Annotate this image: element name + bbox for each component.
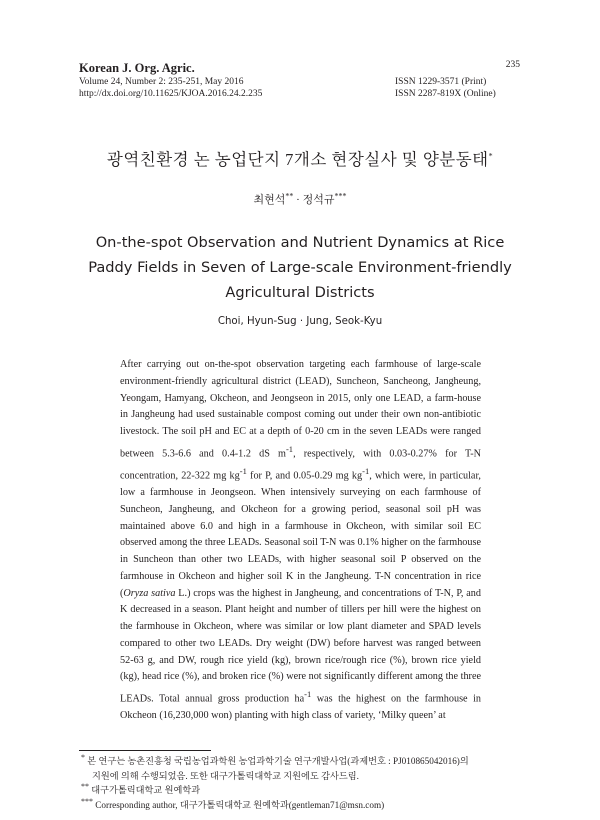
author2-mark: ***	[334, 191, 347, 201]
footnote-text: 본 연구는 농촌진흥청 국립농업과학원 농업과학기술 연구개발사업(과제번호 : PJ010865042016)의	[85, 756, 469, 766]
footnote-text: Corresponding author, 대구가톨릭대학교 원예학과(gentleman71@msn.com)	[93, 799, 385, 810]
footnotes	[81, 754, 521, 812]
english-title-line: On-the-spot Observation and Nutrient Dynamics at Rice	[95, 234, 505, 251]
footnote-corresponding	[81, 798, 521, 813]
volume-row	[79, 76, 519, 88]
abstract	[120, 357, 481, 725]
footnote-mark: ***	[81, 796, 93, 806]
korean-title-text: 광역친환경 논 농업단지 7개소 현장실사 및 양분동태	[106, 150, 489, 169]
english-authors: Choi, Hyun-Sug · Jung, Seok-Kyu	[217, 316, 383, 327]
korean-authors	[0, 191, 600, 207]
abstract-text: , which were, in particular, low a farmhouse in Jeongseon. When intensively surveying on each farmhouse of Suncheon, Jangheung, and Okcheon for a growing period, seasonal soil pH was maintained above 6.0 and high in a farmhouse in Okcheon, with similar soil EC observed among the three LEADs. Seasonal soil T-N was 0.1% higher on the farmhouse in Suncheon than other two LEADs, with higher seasonal soil P observed on the farmhouse in Okcheon and higher soil K in the Jangheung. T-N concentration in rice (	[120, 470, 481, 599]
abstract-text: L.) crops was the highest in Jangheung, and concentrations of T-N, P, and K decreased in a season. Plant height and number of tillers per hill were the highest on the farmhouse in Okcheon, where was similar or low plant diameter and SPAD levels compared to other two LEADs. Dry weight (DW) before harvest was ranged between 52-63 g, and DW, rough rice yield (kg), brown rice/rough rice (%), brown rice yield (kg), head rice (%), and broken rice (%) were not significantly different among the three LEADs. Total annual gross production ha	[120, 587, 481, 705]
footnote-text: 대구가톨릭대학교 원예학과	[89, 785, 201, 795]
abstract-text: After carrying out on-the-spot observation targeting each farmhouse of large-scale environment-friendly agricultural district (LEAD), Suncheon, Sancheong, Jangheung, Yeongam, Hamyang, Okcheon, and Jeongseon in 2015, only one LEAD, a farm-house in Jangheung had used sustainable compost coming out under their own non-antibiotic livestock. The soil pH and EC at a depth of 0-20 cm in the seven LEADs were ranged between 5.3-6.6 and 0.4-1.2 dS m	[120, 359, 481, 460]
superscript: -1	[239, 465, 247, 476]
page-number: 235	[505, 60, 520, 70]
species-name: Oryza sativa	[123, 587, 176, 599]
superscript: -1	[304, 689, 312, 700]
issn-print: ISSN 1229-3571 (Print)	[395, 77, 487, 87]
running-head	[79, 61, 519, 100]
superscript: -1	[362, 465, 370, 476]
footnote-divider	[79, 750, 211, 751]
english-title-line: Agricultural Districts	[225, 284, 375, 301]
author2-ko: 정석규	[302, 194, 335, 206]
abstract-text: for P, and 0.05-0.29 mg kg	[246, 470, 363, 482]
footnote-affiliation	[81, 783, 521, 798]
abstract-text: was the highest on the farmhouse in Okcheon (16,230,000 won) planting with high class of variety, ‘Milky queen’ at	[120, 693, 481, 722]
english-title	[60, 230, 540, 305]
superscript: -1	[285, 443, 294, 454]
issn-online: ISSN 2287-819X (Online)	[395, 89, 496, 99]
footnote-mark: *	[81, 752, 85, 762]
volume-info: Volume 24, Number 2: 235-251, May 2016	[79, 77, 244, 87]
footnote-funding-cont: 지원에 의해 수행되었음. 또한 대구가톨릭대학교 지원에도 감사드림.	[92, 770, 359, 781]
author1-ko: 최현석	[253, 194, 286, 206]
abstract-text: , respectively, with 0.03-0.27% for T-N concentration, 22-322 mg kg	[120, 448, 481, 482]
author1-mark: **	[285, 191, 294, 201]
journal-name: Korean J. Org. Agric.	[79, 61, 195, 75]
doi-row	[79, 88, 519, 100]
english-title-line: Paddy Fields in Seven of Large-scale Environment-friendly	[88, 259, 512, 276]
title-footnote-mark: *	[488, 151, 494, 161]
author-separator: ·	[296, 194, 300, 206]
doi-link[interactable]: http://dx.doi.org/10.11625/KJOA.2016.24.2.235	[79, 89, 263, 99]
footnote-mark: **	[81, 781, 89, 791]
korean-title	[0, 146, 600, 170]
footnote-funding	[81, 754, 521, 769]
